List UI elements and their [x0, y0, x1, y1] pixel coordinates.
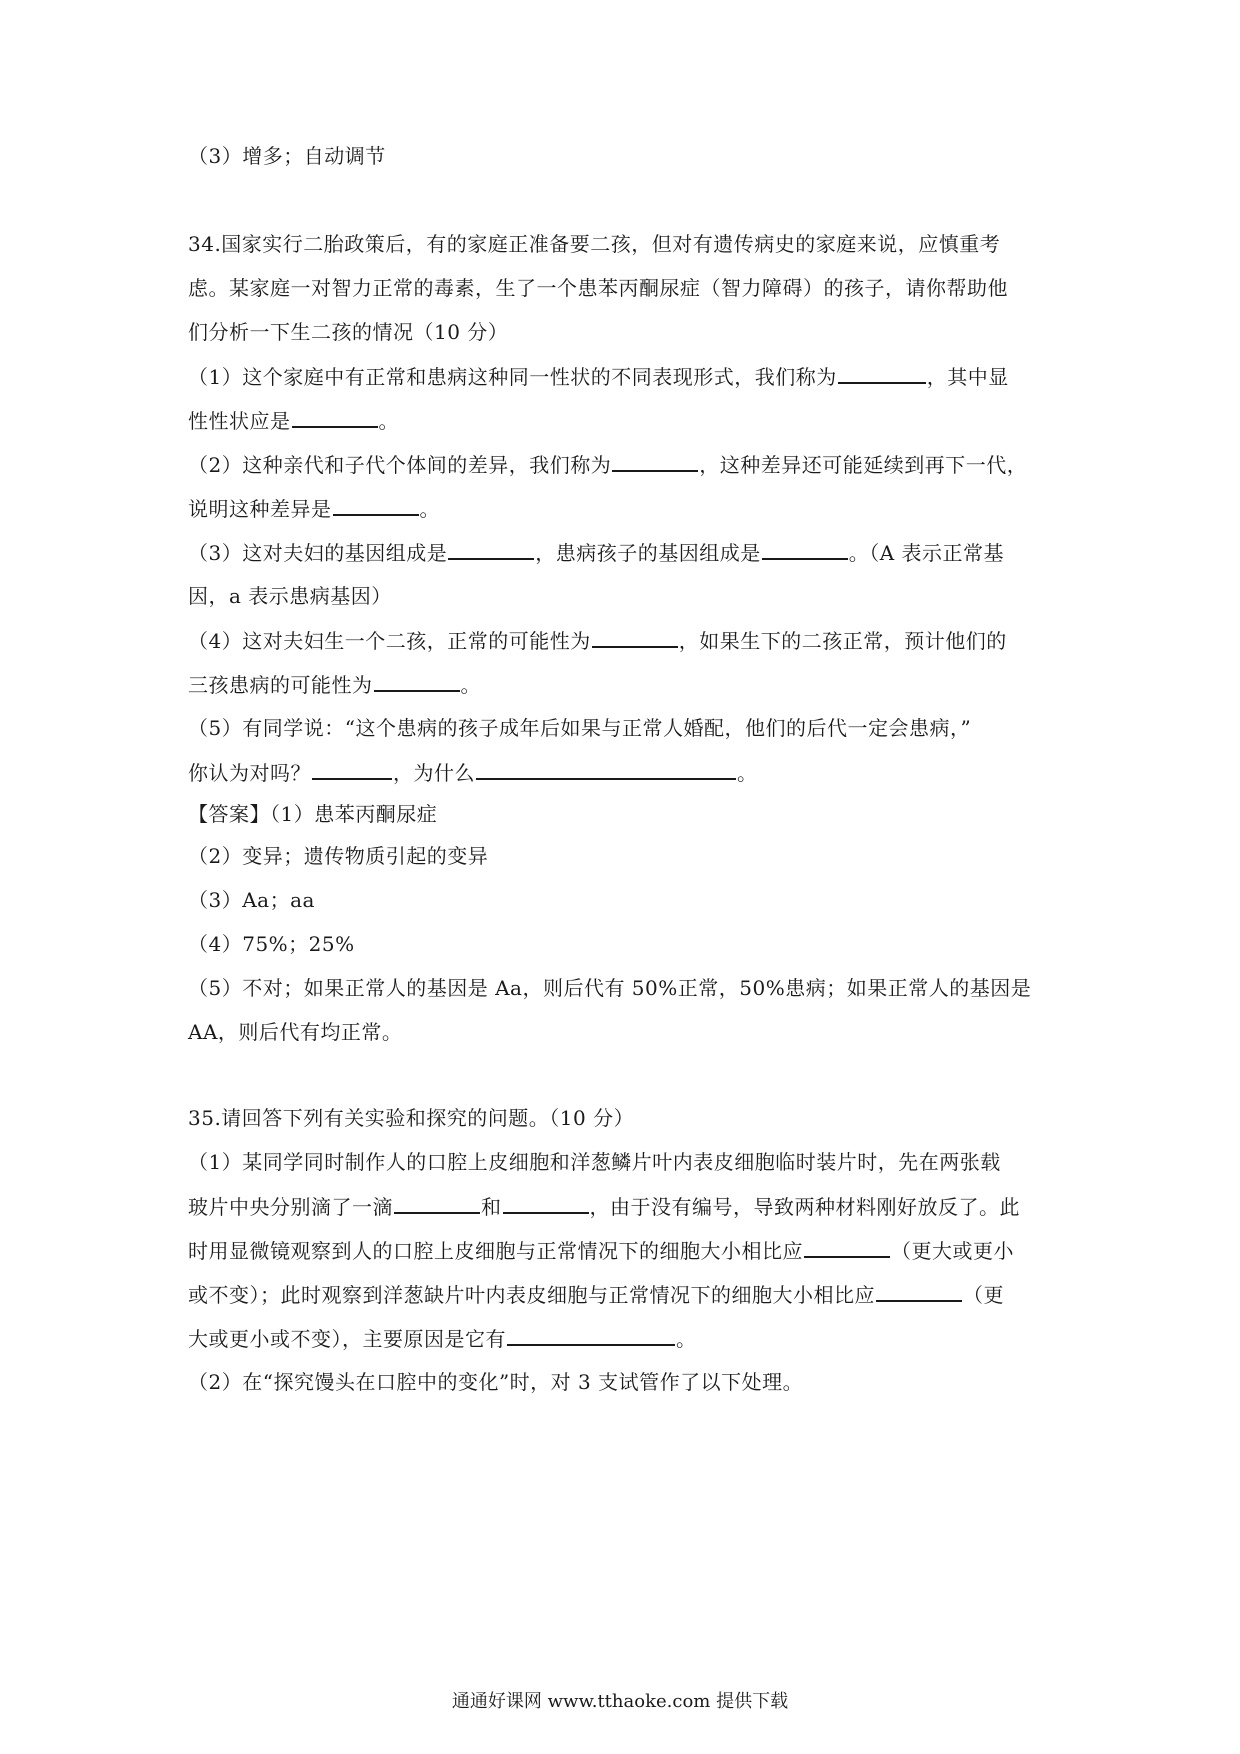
- q34-part4-text-b: ，如果生下的二孩正常，预计他们的: [678, 629, 1007, 653]
- q34-stem-line-2: 虑。某家庭一对智力正常的毒素，生了一个患苯丙酮尿症（智力障碍）的孩子，请你帮助他: [188, 276, 1008, 300]
- q34-part5-text-b: 你认为对吗？: [188, 761, 311, 785]
- answer-blank[interactable]: [838, 362, 926, 384]
- q34-part5-text-c: ，为什么: [393, 761, 475, 785]
- q35-part1-text-f: （更大或更小: [891, 1239, 1014, 1263]
- q35-part1-text-j: 。: [676, 1327, 697, 1351]
- q34-part1-line-2: [188, 406, 1058, 435]
- answer-1: （1）患苯丙酮尿症: [270, 802, 438, 826]
- q35-part1-line-1: （1）某同学同时制作人的口腔上皮细胞和洋葱鳞片叶内表皮细胞临时装片时，先在两张载: [188, 1150, 1001, 1174]
- page-footer: 通通好课网 www.tthaoke.com 提供下载: [451, 1691, 789, 1712]
- q34-part3-text-c: 。（A 表示正常基: [848, 541, 1005, 565]
- answer-blank[interactable]: [394, 1192, 480, 1214]
- q34-part4-text-a: （4）这对夫妇生一个二孩，正常的可能性为: [188, 629, 591, 653]
- q34-part5-line-2: [188, 758, 1058, 787]
- answer-blank[interactable]: [612, 450, 698, 472]
- q35-stem: 35.请回答下列有关实验和探究的问题。（10 分）: [188, 1106, 635, 1130]
- q34-part1-line-1: [188, 362, 1058, 391]
- q34-stem-line-3: 们分析一下生二孩的情况（10 分）: [188, 320, 509, 344]
- answer-2: （2）变异；遗传物质引起的变异: [188, 844, 489, 868]
- answer-blank-long[interactable]: [476, 758, 736, 780]
- answer-blank[interactable]: [503, 1192, 589, 1214]
- q35-part1-text-c: 和: [481, 1195, 502, 1219]
- answer-label: 【答案】: [188, 802, 270, 826]
- answer-3: （3）Aa；aa: [188, 888, 315, 912]
- q35-part1-text-i: 大或更小或不变），主要原因是它有: [188, 1327, 506, 1351]
- q35-part1-line-5: [188, 1324, 1058, 1353]
- q35-part1-text-e: 时用显微镜观察到人的口腔上皮细胞与正常情况下的细胞大小相比应: [188, 1239, 803, 1263]
- q34-part2-text-d: 。: [419, 497, 440, 521]
- q34-part5-text-d: 。: [737, 761, 758, 785]
- q34-part4-line-2: [188, 670, 1058, 699]
- q35-part1-text-h: （更: [963, 1283, 1004, 1307]
- answer-blank[interactable]: [876, 1280, 962, 1302]
- answer-blank[interactable]: [292, 406, 378, 428]
- answer-line-1: [188, 800, 1058, 828]
- prev-answer-3: （3）增多；自动调节: [188, 144, 386, 168]
- q34-part1-text-b: ，其中显: [926, 365, 1009, 389]
- q34-part1-text-d: 。: [378, 409, 399, 433]
- answer-blank[interactable]: [448, 538, 534, 560]
- q34-part2-text-b: ，这种差异还可能延续到再下一代，: [699, 453, 1028, 477]
- q35-part1-line-4: [188, 1280, 1058, 1309]
- q35-part1-text-d: ，由于没有编号，导致两种材料刚好放反了。此: [589, 1195, 1020, 1219]
- q35-part2: （2）在“探究馒头在口腔中的变化”时，对 3 支试管作了以下处理。: [188, 1370, 804, 1394]
- q35-part1-text-g: 或不变）；此时观察到洋葱缺片叶内表皮细胞与正常情况下的细胞大小相比应: [188, 1283, 875, 1307]
- q34-part3-line-1: [188, 538, 1058, 567]
- answer-5-line-1: （5）不对；如果正常人的基因是 Aa，则后代有 50%正常，50%患病；如果正常人的基因是: [188, 976, 1032, 1000]
- q34-part1-text-a: （1）这个家庭中有正常和患病这种同一性状的不同表现形式，我们称为: [188, 365, 837, 389]
- q34-part2-line-1: [188, 450, 1058, 479]
- q34-part4-text-c: 三孩患病的可能性为: [188, 673, 373, 697]
- answer-blank[interactable]: [762, 538, 848, 560]
- answer-blank[interactable]: [374, 670, 460, 692]
- q34-part2-text-a: （2）这种亲代和子代个体间的差异，我们称为: [188, 453, 612, 477]
- q34-part4-line-1: [188, 626, 1058, 655]
- answer-blank[interactable]: [804, 1236, 890, 1258]
- answer-blank[interactable]: [312, 758, 392, 780]
- q34-part2-text-c: 说明这种差异是: [188, 497, 332, 521]
- q34-part5-line-1: （5）有同学说：“这个患病的孩子成年后如果与正常人婚配，他们的后代一定会患病，”: [188, 716, 972, 740]
- q35-part1-line-3: [188, 1236, 1058, 1265]
- q34-part3-text-b: ，患病孩子的基因组成是: [535, 541, 761, 565]
- q34-part3-line-2: 因，a 表示患病基因）: [188, 584, 392, 608]
- q34-part1-text-c: 性性状应是: [188, 409, 291, 433]
- q34-part4-text-d: 。: [460, 673, 481, 697]
- q35-part1-text-b: 玻片中央分别滴了一滴: [188, 1195, 393, 1219]
- answer-4: （4）75%；25%: [188, 932, 355, 956]
- answer-blank[interactable]: [592, 626, 678, 648]
- answer-5-line-2: AA，则后代有均正常。: [188, 1020, 403, 1044]
- q34-stem-line-1: 34.国家实行二胎政策后，有的家庭正准备要二孩，但对有遗传病史的家庭来说，应慎重考: [188, 232, 1001, 256]
- q34-part3-text-a: （3）这对夫妇的基因组成是: [188, 541, 448, 565]
- q35-part1-line-2: [188, 1192, 1058, 1221]
- answer-blank[interactable]: [333, 494, 419, 516]
- q34-part2-line-2: [188, 494, 1058, 523]
- answer-blank-long[interactable]: [507, 1324, 675, 1346]
